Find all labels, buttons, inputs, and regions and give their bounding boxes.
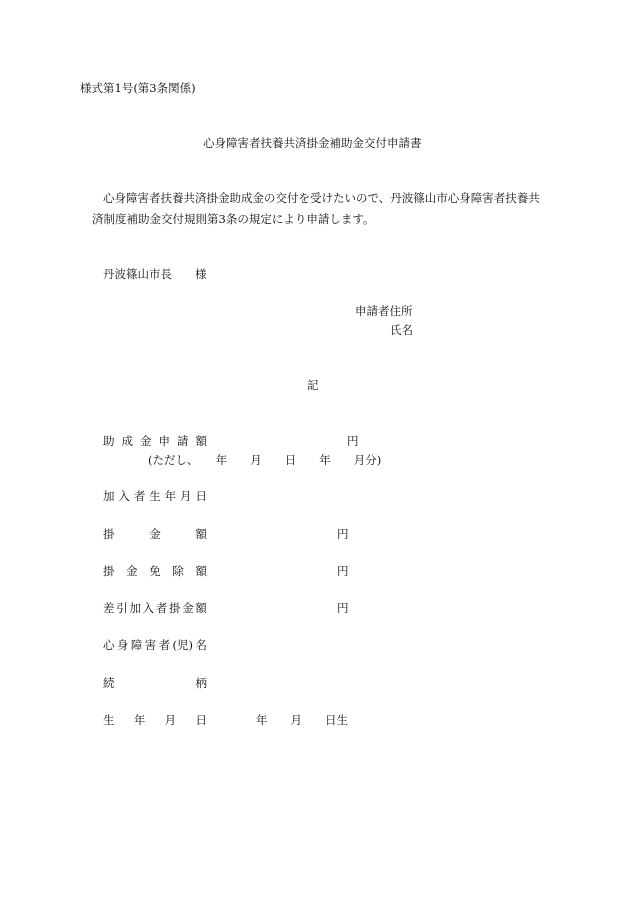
applicant-name-label: 氏名 [390, 323, 413, 337]
net-premium-label: 差 引 加 入 者 掛 金 額 [103, 601, 207, 615]
form-title: 心身障害者扶養共済掛金補助金交付申請書 [203, 136, 422, 150]
body-line-1: 心身障害者扶養共済掛金助成金の交付を受けたいので、丹波篠山市心身障害者扶養共 [103, 191, 540, 205]
addressee: 丹波篠山市長 様 [103, 267, 207, 281]
premium-amount-label: 掛 金 額 [103, 527, 207, 541]
body-line-2: 済制度補助金交付規則第3条の規定により申請します。 [92, 212, 375, 226]
member-birthdate-label: 加 入 者 生 年 月 日 [103, 489, 207, 503]
birthdate-value: 年 月 日生 [256, 713, 348, 727]
subsidy-yen: 円 [347, 434, 359, 448]
disabled-person-name-label: 心 身 障 害 者 (児) 名 [103, 638, 207, 652]
applicant-address-label: 申請者住所 [355, 304, 413, 318]
ki-label: 記 [307, 378, 319, 392]
subsidy-period-note: (ただし、 年 月 日 年 月分) [148, 453, 382, 467]
subsidy-amount-label: 助 成 金 申 請 額 [103, 434, 207, 448]
exemption-yen: 円 [337, 564, 349, 578]
form-number: 様式第1号(第3条関係) [80, 81, 196, 95]
premium-yen: 円 [337, 527, 349, 541]
birthdate-label: 生 年 月 日 [103, 713, 207, 727]
relationship-label: 続 柄 [103, 676, 207, 690]
premium-exemption-label: 掛 金 免 除 額 [103, 564, 207, 578]
net-yen: 円 [337, 601, 349, 615]
